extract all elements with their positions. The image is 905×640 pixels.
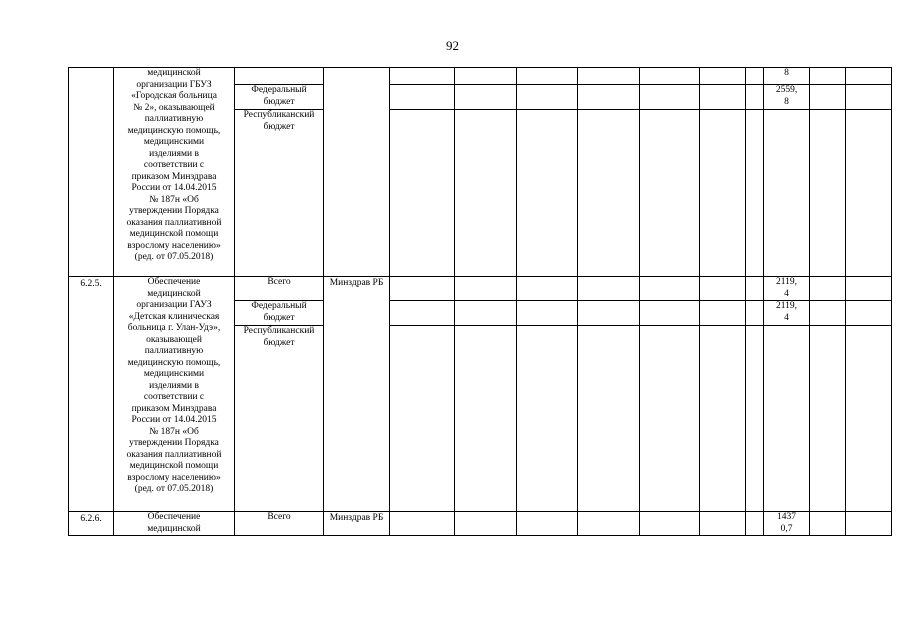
funding-value: 2119, 4 [764, 277, 810, 301]
row-executor: Минздрав РБ [324, 277, 390, 512]
row-number: 6.2.6. [69, 512, 114, 536]
table-row [69, 68, 892, 85]
program-table [68, 67, 892, 536]
table-row [69, 512, 892, 536]
row-description: Обеспечение медицинской организации ГАУЗ «Детская клиническая больница г. Улан-Удэ», оказывающей паллиативную медицинскую помощь, медицинскими изделиями в соответствии с приказом Минздрава России от 14.04.2015 № 187н «Об утверждении Порядка оказания паллиативной медицинской помощи взрослому населению» (ред. от 07.05.2018) [114, 277, 235, 512]
funding-value: 2559, 8 [764, 85, 810, 110]
row-number [69, 68, 114, 277]
funding-value: 2119, 4 [764, 301, 810, 326]
row-number: 6.2.5. [69, 277, 114, 512]
page-number: 92 [446, 38, 459, 53]
funding-value: 8 [764, 68, 810, 85]
row-description: Обеспечение медицинской [114, 512, 235, 536]
funding-source [235, 68, 324, 85]
row-description: медицинской организации ГБУЗ «Городская больница № 2», оказывающей паллиативную медицинскую помощь, медицинскими изделиями в соответствии с приказом Минздрава России от 14.04.2015 № 187н «Об утверждении Порядка оказания паллиативной медицинской помощи взрослому населению» (ред. от 07.05.2018) [114, 68, 235, 277]
row-executor: Минздрав РБ [324, 512, 390, 536]
row-executor [324, 68, 390, 277]
funding-value: 1437 0,7 [764, 512, 810, 536]
funding-value [764, 326, 810, 512]
funding-value [764, 110, 810, 277]
table-row [69, 277, 892, 301]
funding-source: Республиканский бюджет [235, 110, 324, 277]
funding-source: Федеральный бюджет [235, 85, 324, 110]
funding-source: Всего [235, 277, 324, 301]
funding-source: Всего [235, 512, 324, 536]
funding-source: Федеральный бюджет [235, 301, 324, 326]
funding-source: Республиканский бюджет [235, 326, 324, 512]
